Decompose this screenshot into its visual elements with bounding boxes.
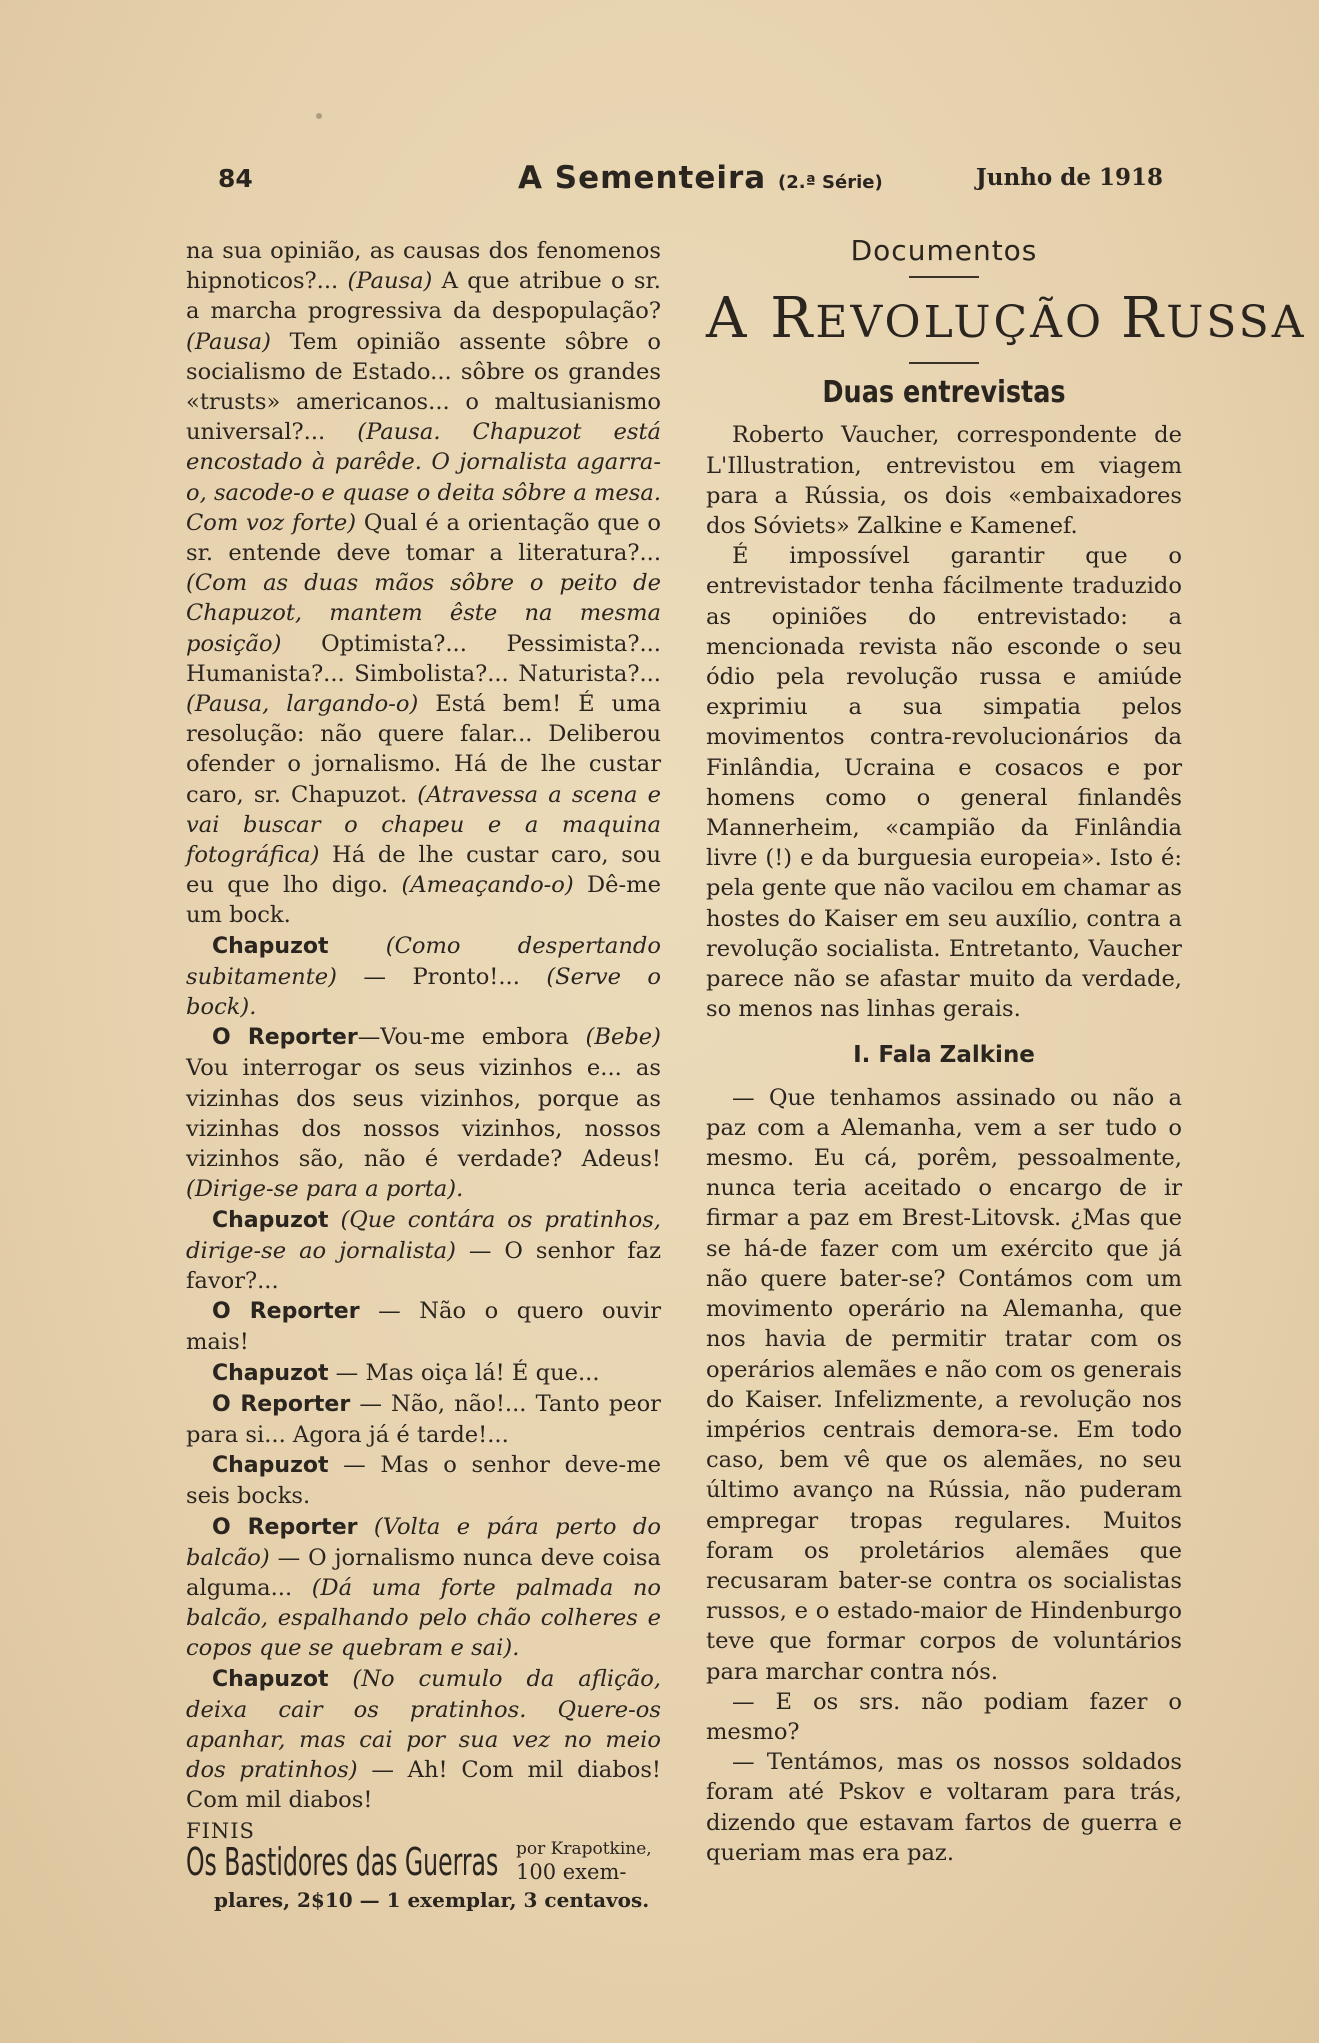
dialogue-paragraph [186,1664,661,1816]
dialogue-paragraph [186,1358,661,1389]
stage-direction: (Bebe) [585,1024,661,1051]
stage-direction: (Pausa. Chapuzot está encostado à parêde. O jornalista agarra-o, sacode-o e quase o deita sôbre a mesa. Com voz forte) [186,419,662,536]
speaker-name: O Reporter [212,1025,358,1051]
dialogue-text: Optimista?... Pessimista?... Humanista?... Simbolista?... Naturista?... [186,630,661,687]
dialogue-text: Há de lhe custar caro, sou eu que lho digo. [186,842,661,899]
stage-direction: (Pausa) [186,328,271,355]
page-header [218,160,1163,200]
stage-direction: (Com as duas mãos sôbre o peito de Chapuzot, mantem êste na mesma posição) [186,570,661,657]
speaker-name: O Reporter [212,1299,360,1325]
speaker-name: Chapuzot [212,1666,329,1692]
journal-name: A Sementeira [518,160,767,196]
page-number: 84 [218,164,253,193]
speaker-name: Chapuzot [212,1207,329,1233]
dialogue-text: Está bem! É uma resolução: não quere falar... Deliberou ofender o jornalismo. Há de lhe custar caro, sr. Chapuzot. [186,691,661,808]
dialogue-text: — Pronto!... [337,963,547,990]
divider [909,276,979,278]
interview-paragraph: — E os srs. não podiam fazer o mesmo? [706,1688,1182,1745]
dialogue-text: — Não o quero ouvir mais! [186,1298,661,1356]
stage-direction: (Volta e pára perto do balcão) [186,1513,661,1571]
dialogue-paragraph [186,1205,661,1297]
speaker-name: O Reporter [212,1514,358,1540]
stage-direction: (Dá uma forte palmada no balcão, espalhando pelo chão colheres e copos que se quebram e sai). [186,1574,661,1662]
dialogue-text: na sua opinião, as causas dos fenomenos hipnoticos?... [186,238,661,295]
title-part-r2: R [1121,286,1167,352]
dialogue-paragraph [186,1450,661,1511]
title-part-a: A [706,286,771,352]
stage-direction: (Dirige-se para a porta). [186,1176,464,1203]
stage-direction: (Como despertando subitamente) [186,932,661,990]
advert-copies: 100 exem- [516,1860,627,1884]
stage-direction: (Atravessa a scena e vai buscar o chapeu e a maquina fotográfica) [186,781,661,869]
stage-direction: (No cumulo da aflição, deixa cair os pratinhos. Quere-os apanhar, mas cai por sua vez no meio dos pratinhos) [186,1665,661,1784]
section-heading: I. Fala Zalkine [853,1042,1035,1069]
title-part-r: R [770,286,816,352]
play-dialogue [186,236,661,1816]
left-column [186,236,661,1846]
dialogue-text: — O senhor faz favor?... [186,1237,661,1294]
journal-title [518,160,883,196]
advert-author: por Krapotkine, [516,1839,652,1859]
dialogue-text: — Não, não!... Tanto peor para si... Agora já é tarde!... [186,1390,661,1448]
speaker-name: Chapuzot [212,1360,329,1386]
title-part-ussa: USSA [1166,297,1307,349]
dialogue-paragraph [186,1296,661,1357]
ink-speck [316,113,322,119]
advert-price: plares, 2$10 — 1 exemplar, 3 centavos. [214,1888,650,1912]
stage-direction: (Pausa) [347,268,433,295]
dialogue-text: — Mas o senhor deve-me seis bocks. [186,1452,661,1510]
speaker-name: O Reporter [212,1391,351,1417]
stage-direction: (Serve o bock). [186,963,661,1021]
dialogue-text: A que atribue o sr. a marcha progressiva da despopulação? [186,268,661,325]
book-advert [186,1839,661,1912]
journal-series: (2.ª Série) [778,172,883,193]
dialogue-paragraph [186,1389,661,1450]
divider [909,362,979,364]
issue-date: Junho de 1918 [975,164,1163,191]
finis-label: FINIS [186,1818,255,1843]
dialogue-text: — Mas oiça lá! É que... [328,1359,600,1386]
intro-paragraph: É impossível garantir que o entrevistador tenha fácilmente traduzido as opiniões do entrevistado: a mencionada revista não esconde o seu ódio pela revolução russa e amiúde exprimiu a sua simpatia pelos movimentos contra-revolucionários da Finlândia, Ucraina e cosacos e por homens como o general finlandês Mannerheim, «campião da Finlândia livre (!) e da burguesia europeia». Isto é: pela gente que não vacilou em chamar as hostes do Kaiser em seu auxílio, contra a revolução socialista. Entretanto, Vaucher parece não se afastar muito da verdade, so menos nas linhas gerais. [706,543,1182,1023]
speaker-name: Chapuzot [212,933,329,959]
dialogue-text: —Vou-me embora [357,1024,586,1051]
stage-direction: (Que contára os pratinhos, dirige-se ao jornalista) [186,1206,661,1264]
stage-direction: (Pausa, largando-o) [186,691,419,718]
dialogue-text: Tem opinião assente sôbre o socialismo de Estado... sôbre os grandes «trusts» americanos... o maltusianismo universal?... [186,328,661,446]
advert-title: Os Bastidores das Guerras [186,1840,499,1884]
interview-paragraph: — Que tenhamos assinado ou não a paz com a Alemanha, vem a ser tudo o mesmo. Eu cá, porêm, pessoalmente, nunca teria aceitado o encargo de ir firmar a paz em Brest-Litovsk. ¿Mas que se há-de fazer com um exército que já não quere bater-se? Contámos com um movimento operário na Alemanha, que nos havia de permitir tratar com os operários alemães e não com os generais do Kaiser. Infelizmente, a revolução nos impérios centrais demora-se. Em todo caso, bem vê que os alemães, no seu último avanço na Rússia, não puderam empregar tropas regulares. Muitos foram os proletários alemães que recusaram bater-se contra os socialistas russos, e o estado-maior de Hindenburgo teve que formar corpos de voluntários para marchar contra nós. [706,1084,1182,1685]
interview-paragraph: — Tentámos, mas os nossos soldados foram até Pskov e voltaram para trás, dizendo que estavam fartos de guerra e queriam mas era paz. [706,1749,1182,1866]
dialogue-text: Vou interrogar os seus vizinhos e... as vizinhas dos seus vizinhos, porque as vizinhas dos nossos vizinhos, nossos vizinhos são, não é verdade? Adeus! [186,1055,661,1173]
right-column [706,234,1307,1868]
dialogue-paragraph [186,931,661,1023]
dialogue-text: Dê-me um bock. [186,872,661,929]
speaker-name: Chapuzot [212,1453,329,1479]
article-title [706,286,1307,356]
dialogue-text: — O jornalismo nunca deve coisa alguma... [186,1544,661,1601]
section-label: Documentos [850,234,1038,267]
article-subtitle: Duas entrevistas [822,375,1066,411]
dialogue-text: — Ah! Com mil diabos! Com mil diabos! [186,1757,661,1814]
dialogue-paragraph [186,1022,661,1204]
dialogue-paragraph [186,1512,661,1664]
intro-paragraph: Roberto Vaucher, correspondente de L'Illustration, entrevistou em viagem para a Rússia, os dois «embaixadores dos Sóviets» Zalkine e Kamenef. [706,422,1182,540]
dialogue-text: Qual é a orientação que o sr. entende deve tomar a literatura?... [186,509,661,567]
title-part-evolucao: EVOLUÇÃO [815,297,1122,349]
stage-direction: (Ameaçando-o) [401,872,574,899]
dialogue-paragraph [186,236,661,931]
